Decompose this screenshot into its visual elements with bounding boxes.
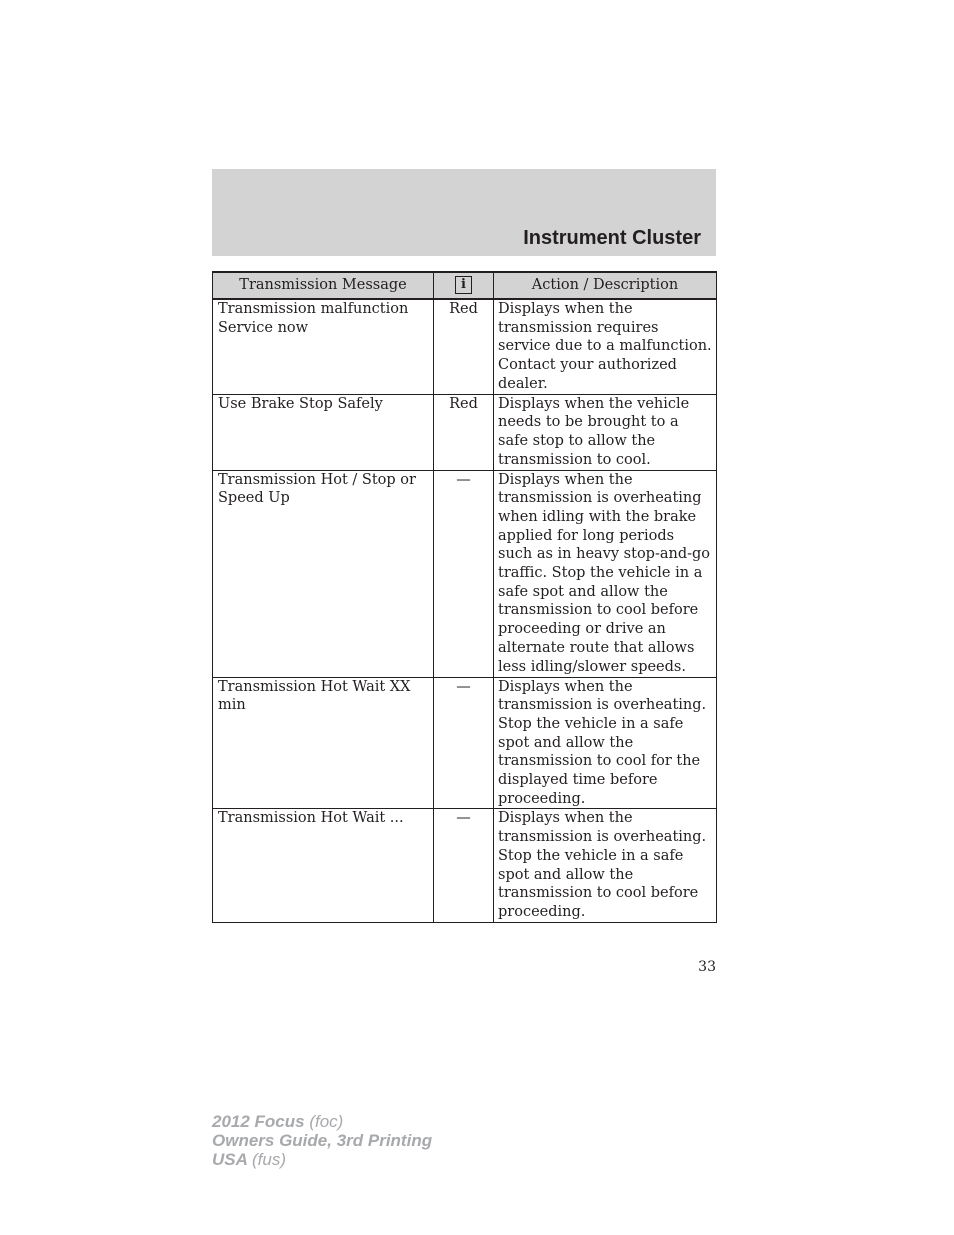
indicator-cell: —	[434, 809, 494, 922]
transmission-message-table	[212, 271, 717, 923]
footer-line-guide: Owners Guide, 3rd Printing	[212, 1131, 433, 1150]
indicator-cell: Red	[434, 299, 494, 394]
message-cell: Use Brake Stop Safely	[213, 394, 434, 470]
column-header-action: Action / Description	[494, 272, 717, 299]
table-row	[213, 677, 717, 809]
description-cell: Displays when the transmission is overheating. Stop the vehicle in a safe spot and allow the transmission to cool before proceeding.	[494, 809, 717, 922]
info-icon: i	[455, 276, 472, 294]
footer-market: USA	[212, 1150, 248, 1169]
indicator-cell: —	[434, 677, 494, 809]
page-number: 33	[698, 959, 716, 975]
description-cell: Displays when the transmission requires service due to a malfunction. Contact your authorized dealer.	[494, 299, 717, 394]
footer-model: 2012 Focus	[212, 1112, 305, 1131]
description-cell: Displays when the transmission is overheating when idling with the brake applied for long periods such as in heavy stop-and-go traffic. Stop the vehicle in a safe spot and allow the transmission to cool before proceeding or drive an alternate route that allows less idling/slower speeds.	[494, 470, 717, 677]
column-header-message: Transmission Message	[213, 272, 434, 299]
header-band	[212, 169, 716, 256]
table-row	[213, 394, 717, 470]
footer-line-market	[212, 1150, 432, 1169]
footer	[212, 1112, 432, 1169]
indicator-cell: Red	[434, 394, 494, 470]
description-cell: Displays when the transmission is overheating. Stop the vehicle in a safe spot and allow the transmission to cool for the displayed time before proceeding.	[494, 677, 717, 809]
column-header-indicator	[434, 272, 494, 299]
message-cell: Transmission Hot Wait XX min	[213, 677, 434, 809]
table-row	[213, 470, 717, 677]
footer-model-code: (foc)	[309, 1112, 344, 1131]
footer-line-model	[212, 1112, 432, 1131]
table-row	[213, 299, 717, 394]
message-cell: Transmission Hot / Stop or Speed Up	[213, 470, 434, 677]
table-row	[213, 809, 717, 922]
section-title: Instrument Cluster	[523, 227, 701, 249]
footer-market-code: (fus)	[252, 1150, 286, 1169]
indicator-cell: —	[434, 470, 494, 677]
message-cell: Transmission Hot Wait ...	[213, 809, 434, 922]
description-cell: Displays when the vehicle needs to be brought to a safe stop to allow the transmission to cool.	[494, 394, 717, 470]
message-cell: Transmission malfunction Service now	[213, 299, 434, 394]
table-header-row	[213, 272, 717, 299]
